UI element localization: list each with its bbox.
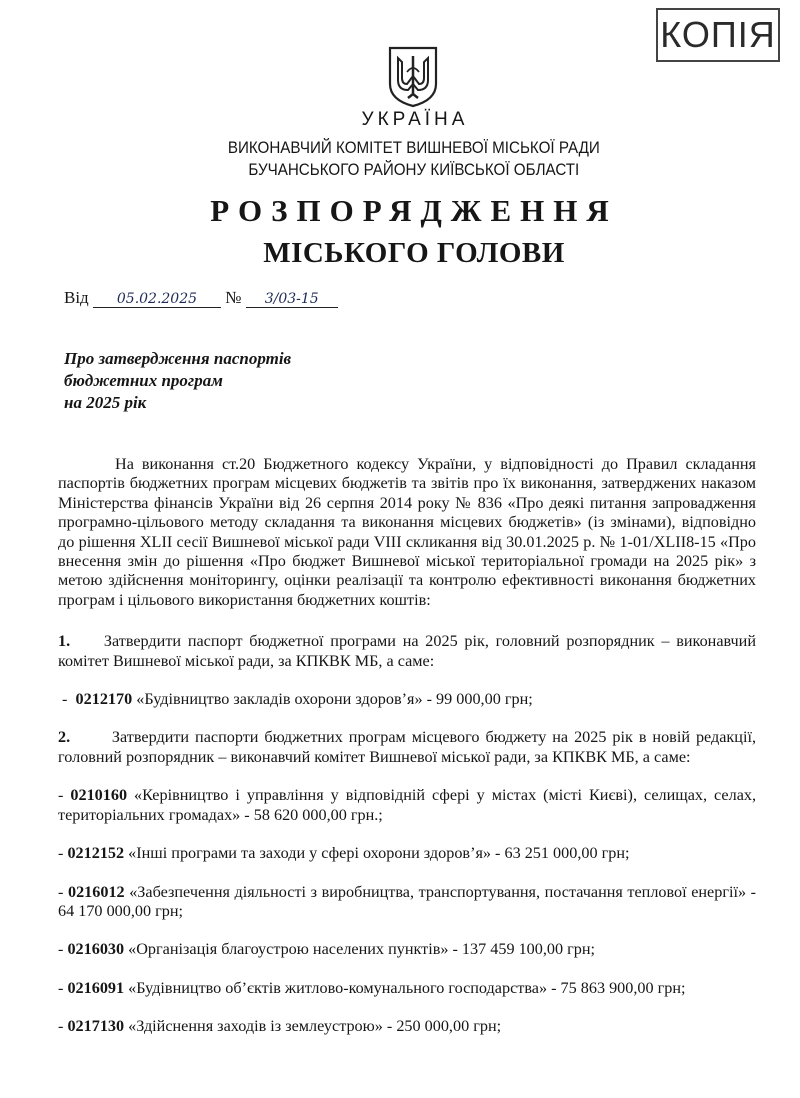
section-number: 1. [58, 632, 71, 651]
program-text: «Будівництво об’єктів житлово-комунального господарства» - 75 863 900,00 грн; [128, 978, 686, 997]
program-code: 0217130 [67, 1017, 125, 1036]
subject-block [64, 348, 291, 414]
copy-stamp: КОПІЯ [656, 8, 780, 62]
list-item: - 0210160 «Керівництво і управління у відповідній сфері у містах (місті Києві), селищах, селах, територіальних громадах» - 58 620 000,00 грн.; [58, 786, 757, 824]
from-label: Від [64, 288, 89, 307]
program-text: «Організація благоустрою населених пунктів» - 137 459 100,00 грн; [128, 940, 596, 959]
date-value: 05.02.2025 [93, 291, 221, 308]
document-body [58, 455, 756, 1037]
document-subtype: МІСЬКОГО ГОЛОВИ [263, 237, 565, 269]
org-name-line2: БУЧАНСЬКОГО РАЙОНУ КИЇВСЬКОЇ ОБЛАСТІ [248, 161, 580, 179]
list-item: - 0212152 «Інші програми та заходи у сфері охорони здоров’я» - 63 251 000,00 грн; [58, 844, 630, 863]
subject-line: на 2025 рік [64, 393, 147, 412]
section-1 [58, 632, 756, 671]
list-item: - 0216091 «Будівництво об’єктів житлово-комунального господарства» - 75 863 900,00 грн; [58, 978, 686, 997]
program-text: «Керівництво і управління у відповідній сфері у містах (місті Києві), селищах, селах, територіальних громадах» - 58 620 000,00 грн.; [58, 786, 757, 824]
country-name: УКРАЇНА [361, 109, 469, 130]
program-code: 0212170 [75, 690, 133, 709]
program-code: 0216012 [67, 882, 125, 901]
section-2 [58, 728, 756, 767]
number-label: № [225, 288, 242, 307]
program-text: «Будівництво закладів охорони здоров’я» - 99 000,00 грн; [136, 690, 533, 709]
list-item: - 0216030 «Організація благоустрою населених пунктів» - 137 459 100,00 грн; [58, 940, 596, 959]
coat-of-arms-icon [386, 44, 440, 108]
program-text: «Забезпечення діяльності з виробництва, транспортування, постачання теплової енергії» - 64 170 000,00 грн; [58, 882, 757, 920]
org-name-line1: ВИКОНАВЧИЙ КОМІТЕТ ВИШНЕВОЇ МІСЬКОЇ РАДИ [227, 139, 600, 157]
program-text: «Здійснення заходів із землеустрою» - 250 000,00 грн; [128, 1017, 502, 1036]
date-number-line [64, 288, 338, 308]
list-item: - 0217130 «Здійснення заходів із землеустрою» - 250 000,00 грн; [58, 1017, 502, 1036]
section-text: Затвердити паспорти бюджетних програм місцевого бюджету на 2025 рік в новій редакції, головний розпорядник – виконавчий комітет Вишневої міської ради, за КПКВК МБ, а саме: [58, 728, 757, 766]
subject-line: бюджетних програм [64, 371, 223, 390]
program-text: «Інші програми та заходи у сфері охорони здоров’я» - 63 251 000,00 грн; [128, 844, 630, 863]
program-code: 0212152 [67, 844, 125, 863]
intro-paragraph: На виконання ст.20 Бюджетного кодексу України, у відповідності до Правил складання паспортів бюджетних програм місцевих бюджетів та звітів про їх виконання, затверджених наказом Міністерства фінансів України від 26 серпня 2014 року № 836 «Про деякі питання запровадження програмно-цільового методу складання та виконання місцевих бюджетів» (із змінами), відповідно до рішення XLII сесії Вишневої міської ради VIII скликання від 30.01.2025 р. № 1-01/XLII8-15 «Про внесення змін до рішення «Про бюджет Вишневої міської територіальної громади на 2025 рік» з метою здійснення моніторингу, оцінки реалізації та контролю ефективності виконання бюджетних програм і цільового використання бюджетних коштів: [58, 455, 756, 609]
program-code: 0216030 [67, 940, 125, 959]
program-code: 0210160 [70, 786, 128, 805]
program-code: 0216091 [67, 978, 125, 997]
section-number: 2. [58, 728, 71, 747]
list-item: - 0212170 «Будівництво закладів охорони здоров’я» - 99 000,00 грн; [58, 690, 533, 709]
document-type: РОЗПОРЯДЖЕННЯ [210, 193, 618, 228]
number-value: 3/03-15 [246, 291, 338, 308]
section-text: Затвердити паспорт бюджетної програми на 2025 рік, головний розпорядник – виконавчий комітет Вишневої міської ради, за КПКВК МБ, а саме: [58, 632, 757, 670]
list-item: - 0216012 «Забезпечення діяльності з виробництва, транспортування, постачання теплової енергії» - 64 170 000,00 грн; [58, 882, 757, 920]
subject-line: Про затвердження паспортів [64, 349, 292, 368]
